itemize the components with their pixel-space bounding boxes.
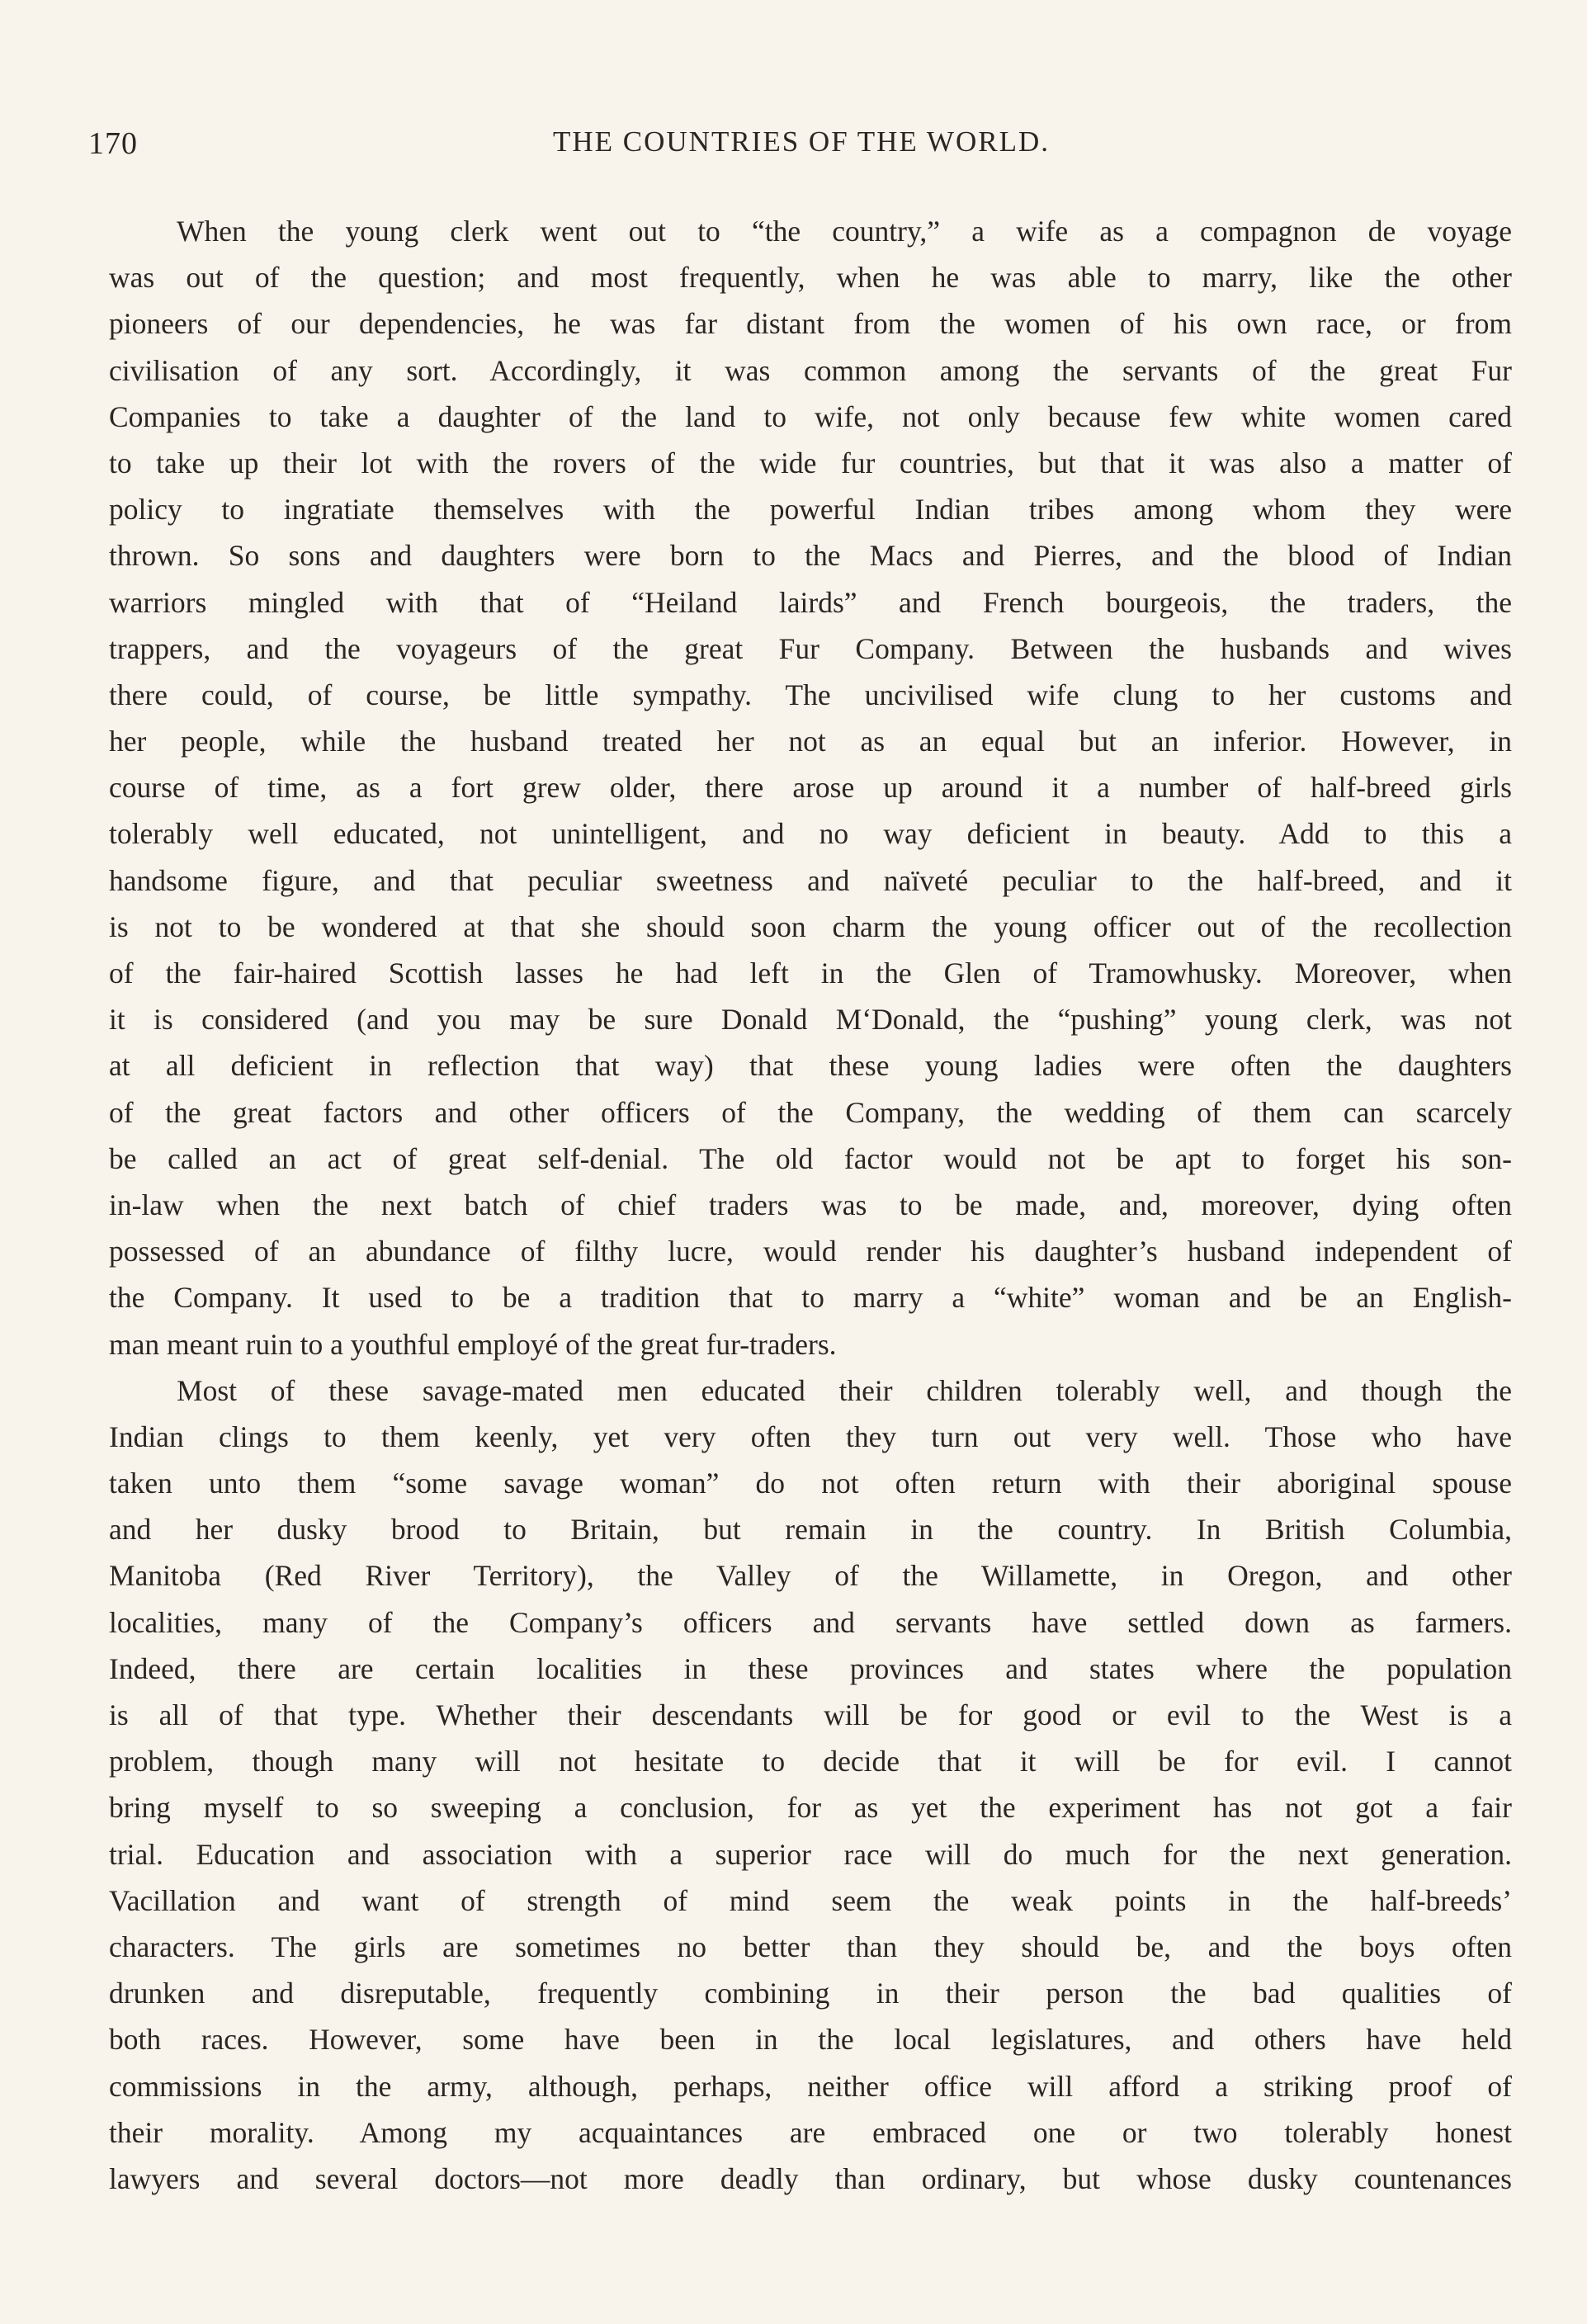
- text-line: handsome figure, and that peculiar sweetness and naïveté peculiar to the half-breed, and it: [109, 863, 1512, 897]
- text-line: course of time, as a fort grew older, there arose up around it a number of half-breed girls: [109, 771, 1512, 805]
- text-line: lawyers and several doctors—not more deadly than ordinary, but whose dusky countenances: [109, 2161, 1512, 2195]
- text-line: and her dusky brood to Britain, but remain in the country. In British Columbia,: [109, 1513, 1512, 1547]
- text-line: warriors mingled with that of “Heiland lairds” and French bourgeois, the traders, the: [109, 585, 1512, 619]
- text-line: When the young clerk went out to “the country,” a wife as a compagnon de voyage: [177, 215, 1512, 248]
- text-line: their morality. Among my acquaintances are embraced one or two tolerably honest: [109, 2115, 1512, 2149]
- text-line: was out of the question; and most frequently, when he was able to marry, like the other: [109, 261, 1512, 295]
- text-line: man meant ruin to a youthful employé of the great fur-traders.: [109, 1327, 837, 1361]
- text-line: pioneers of our dependencies, he was far distant from the women of his own race, or from: [109, 307, 1512, 341]
- text-line: problem, though many will not hesitate to decide that it will be for evil. I cannot: [109, 1745, 1512, 1778]
- text-line: there could, of course, be little sympathy. The uncivilised wife clung to her customs and: [109, 678, 1512, 711]
- running-head: [88, 125, 1514, 167]
- text-line: Manitoba (Red River Territory), the Valley of the Willamette, in Oregon, and other: [109, 1559, 1512, 1593]
- text-line: characters. The girls are sometimes no better than they should be, and the boys often: [109, 1930, 1512, 1963]
- running-head-title: THE COUNTRIES OF THE WORLD.: [552, 125, 1050, 158]
- text-line: Indian clings to them keenly, yet very often they turn out very well. Those who have: [109, 1419, 1512, 1453]
- text-line: to take up their lot with the rovers of the wide fur countries, but that it was also a matter of: [109, 446, 1512, 479]
- body-text: [109, 208, 1512, 2202]
- text-line: trappers, and the voyageurs of the great Fur Company. Between the husbands and wives: [109, 631, 1512, 665]
- text-line: drunken and disreputable, frequently combining in their person the bad qualities of: [109, 1977, 1512, 2010]
- text-line: at all deficient in reflection that way) that these young ladies were often the daughters: [109, 1049, 1512, 1083]
- text-line: taken unto them “some savage woman” do not often return with their aboriginal spouse: [109, 1467, 1512, 1500]
- text-line: possessed of an abundance of filthy lucre, would render his daughter’s husband independent of: [109, 1235, 1512, 1268]
- text-line: Vacillation and want of strength of mind seem the weak points in the half-breeds’: [109, 1883, 1512, 1917]
- text-line: be called an act of great self-denial. The old factor would not be apt to forget his son-: [109, 1141, 1512, 1175]
- text-line: policy to ingratiate themselves with the powerful Indian tribes among whom they were: [109, 493, 1512, 527]
- text-line: of the fair-haired Scottish lasses he had left in the Glen of Tramowhusky. Moreover, when: [109, 957, 1512, 990]
- text-line: trial. Education and association with a superior race will do much for the next generation.: [109, 1837, 1512, 1871]
- text-line: Most of these savage-mated men educated their children tolerably well, and though the: [177, 1373, 1512, 1407]
- text-line: her people, while the husband treated her not as an equal but an inferior. However, in: [109, 725, 1512, 758]
- text-line: civilisation of any sort. Accordingly, it was common among the servants of the great Fur: [109, 353, 1512, 387]
- text-line: the Company. It used to be a tradition that to marry a “white” woman and be an English-: [109, 1281, 1512, 1315]
- text-line: bring myself to so sweeping a conclusion, for as yet the experiment has not got a fair: [109, 1791, 1512, 1825]
- text-line: localities, many of the Company’s officers and servants have settled down as farmers.: [109, 1605, 1512, 1639]
- text-line: commissions in the army, although, perhaps, neither office will afford a striking proof of: [109, 2069, 1512, 2103]
- text-line: it is considered (and you may be sure Donald M‘Donald, the “pushing” young clerk, was not: [109, 1003, 1512, 1037]
- text-line: Companies to take a daughter of the land to wife, not only because few white women cared: [109, 399, 1512, 433]
- text-line: thrown. So sons and daughters were born to the Macs and Pierres, and the blood of Indian: [109, 539, 1512, 573]
- text-line: Indeed, there are certain localities in these provinces and states where the population: [109, 1651, 1512, 1685]
- text-line: is not to be wondered at that she should soon charm the young officer out of the recollection: [109, 909, 1512, 943]
- page-number: 170: [88, 126, 138, 161]
- text-line: of the great factors and other officers of the Company, the wedding of them can scarcely: [109, 1095, 1512, 1129]
- text-line: both races. However, some have been in the local legislatures, and others have held: [109, 2023, 1512, 2057]
- text-line: is all of that type. Whether their descendants will be for good or evil to the West is a: [109, 1698, 1512, 1731]
- text-line: tolerably well educated, not unintelligent, and no way deficient in beauty. Add to this a: [109, 817, 1512, 851]
- text-line: in-law when the next batch of chief traders was to be made, and, moreover, dying often: [109, 1188, 1512, 1221]
